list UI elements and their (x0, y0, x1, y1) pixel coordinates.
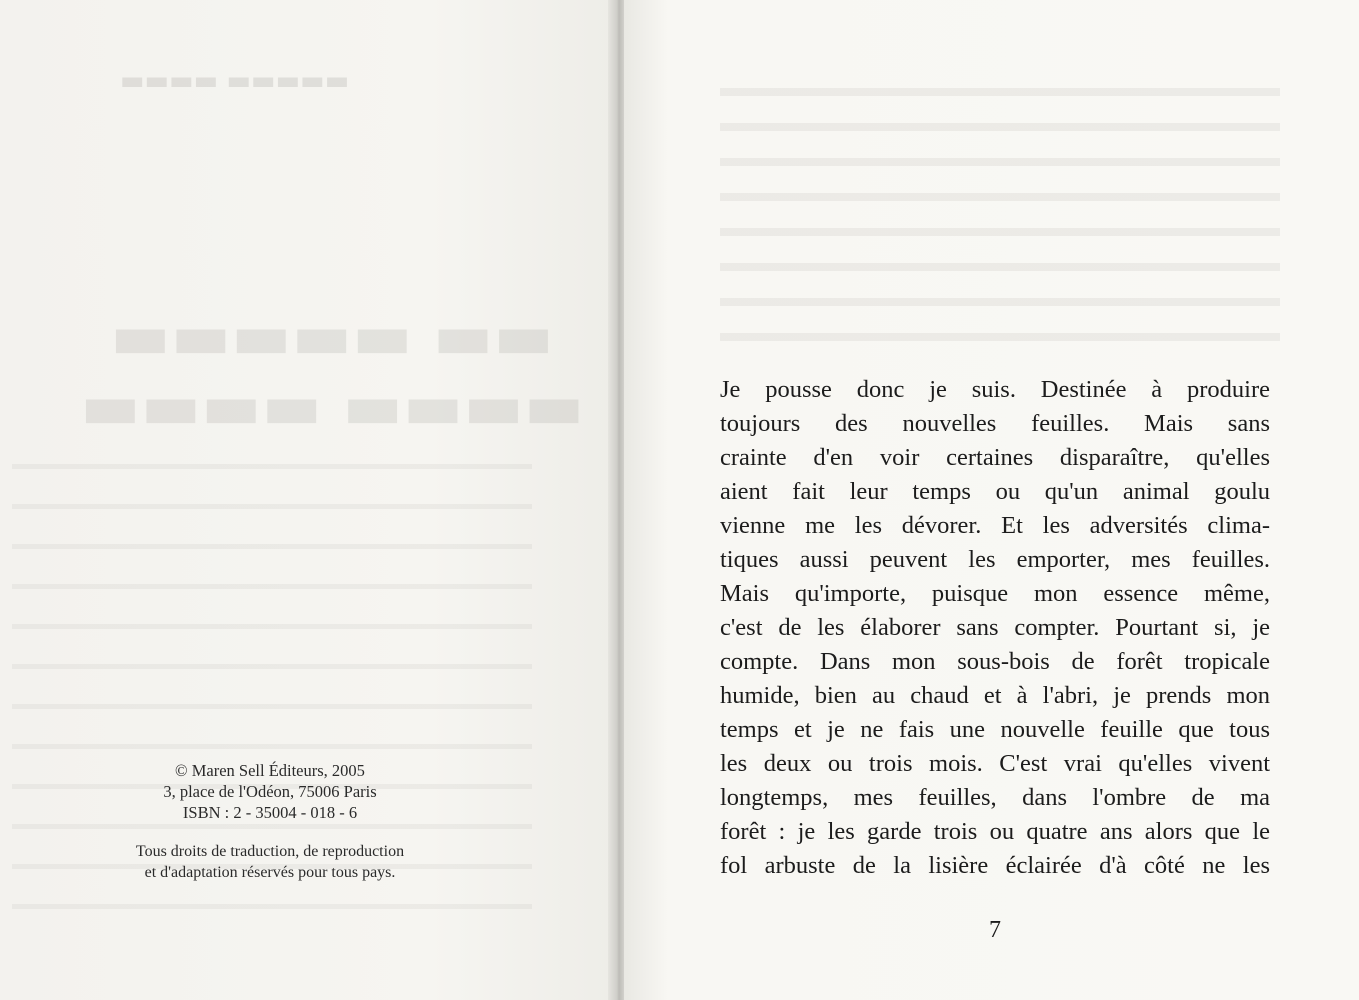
text-line: vienne me les dévorer. Et les adversités clima- (720, 512, 1270, 539)
text-line: aient fait leur temps ou qu'un animal goulu (720, 478, 1270, 505)
rights-line: Tous droits de traduction, de reproduction (135, 843, 405, 860)
text-line: tiques aussi peuvent les emporter, mes feuilles. (720, 546, 1270, 573)
show-through-author: ▬▬▬▬▬ ▬▬▬▬ (120, 66, 350, 96)
text-line: toujours des nouvelles feuilles. Mais sans (720, 410, 1270, 437)
publisher-address: 3, place de l'Odéon, 75006 Paris (163, 782, 377, 801)
body-text (720, 373, 1270, 883)
page-number: 7 (989, 917, 1001, 943)
text-line: temps et je ne fais une nouvelle feuille que tous (720, 716, 1270, 743)
show-through-text (720, 70, 1280, 360)
text-line: les deux ou trois mois. C'est vrai qu'elles vivent (720, 750, 1270, 777)
show-through-title-2: ▬▬▬▬ ▬▬▬▬ (80, 370, 585, 444)
text-line: longtemps, mes feuilles, dans l'ombre de ma (720, 784, 1270, 811)
text-line: c'est de les élaborer sans compter. Pourtant si, je (720, 614, 1270, 641)
text-line: Je pousse donc je suis. Destinée à produire (720, 376, 1270, 403)
copyright-line: © Maren Sell Éditeurs, 2005 (175, 761, 365, 780)
text-line: crainte d'en voir certaines disparaître, qu'elles (720, 444, 1270, 471)
right-page (624, 0, 1359, 1000)
text-line: compte. Dans mon sous-bois de forêt tropicale (720, 648, 1270, 675)
text-line: Mais qu'importe, puisque mon essence même, (720, 580, 1270, 607)
text-line: fol arbuste de la lisière éclairée d'à côté ne les (720, 852, 1270, 879)
isbn: ISBN : 2 - 35004 - 018 - 6 (182, 803, 358, 822)
copyright-block (60, 760, 480, 883)
rights-line: et d'adaptation réservés pour tous pays. (144, 864, 396, 881)
text-line: humide, bien au chaud et à l'abri, je prends mon (720, 682, 1270, 709)
rights-notice (60, 841, 480, 883)
left-page (0, 0, 614, 1000)
show-through-title-1: ▬▬ ▬▬▬▬▬ (110, 300, 554, 374)
text-line: forêt : je les garde trois ou quatre ans alors que le (720, 818, 1270, 845)
